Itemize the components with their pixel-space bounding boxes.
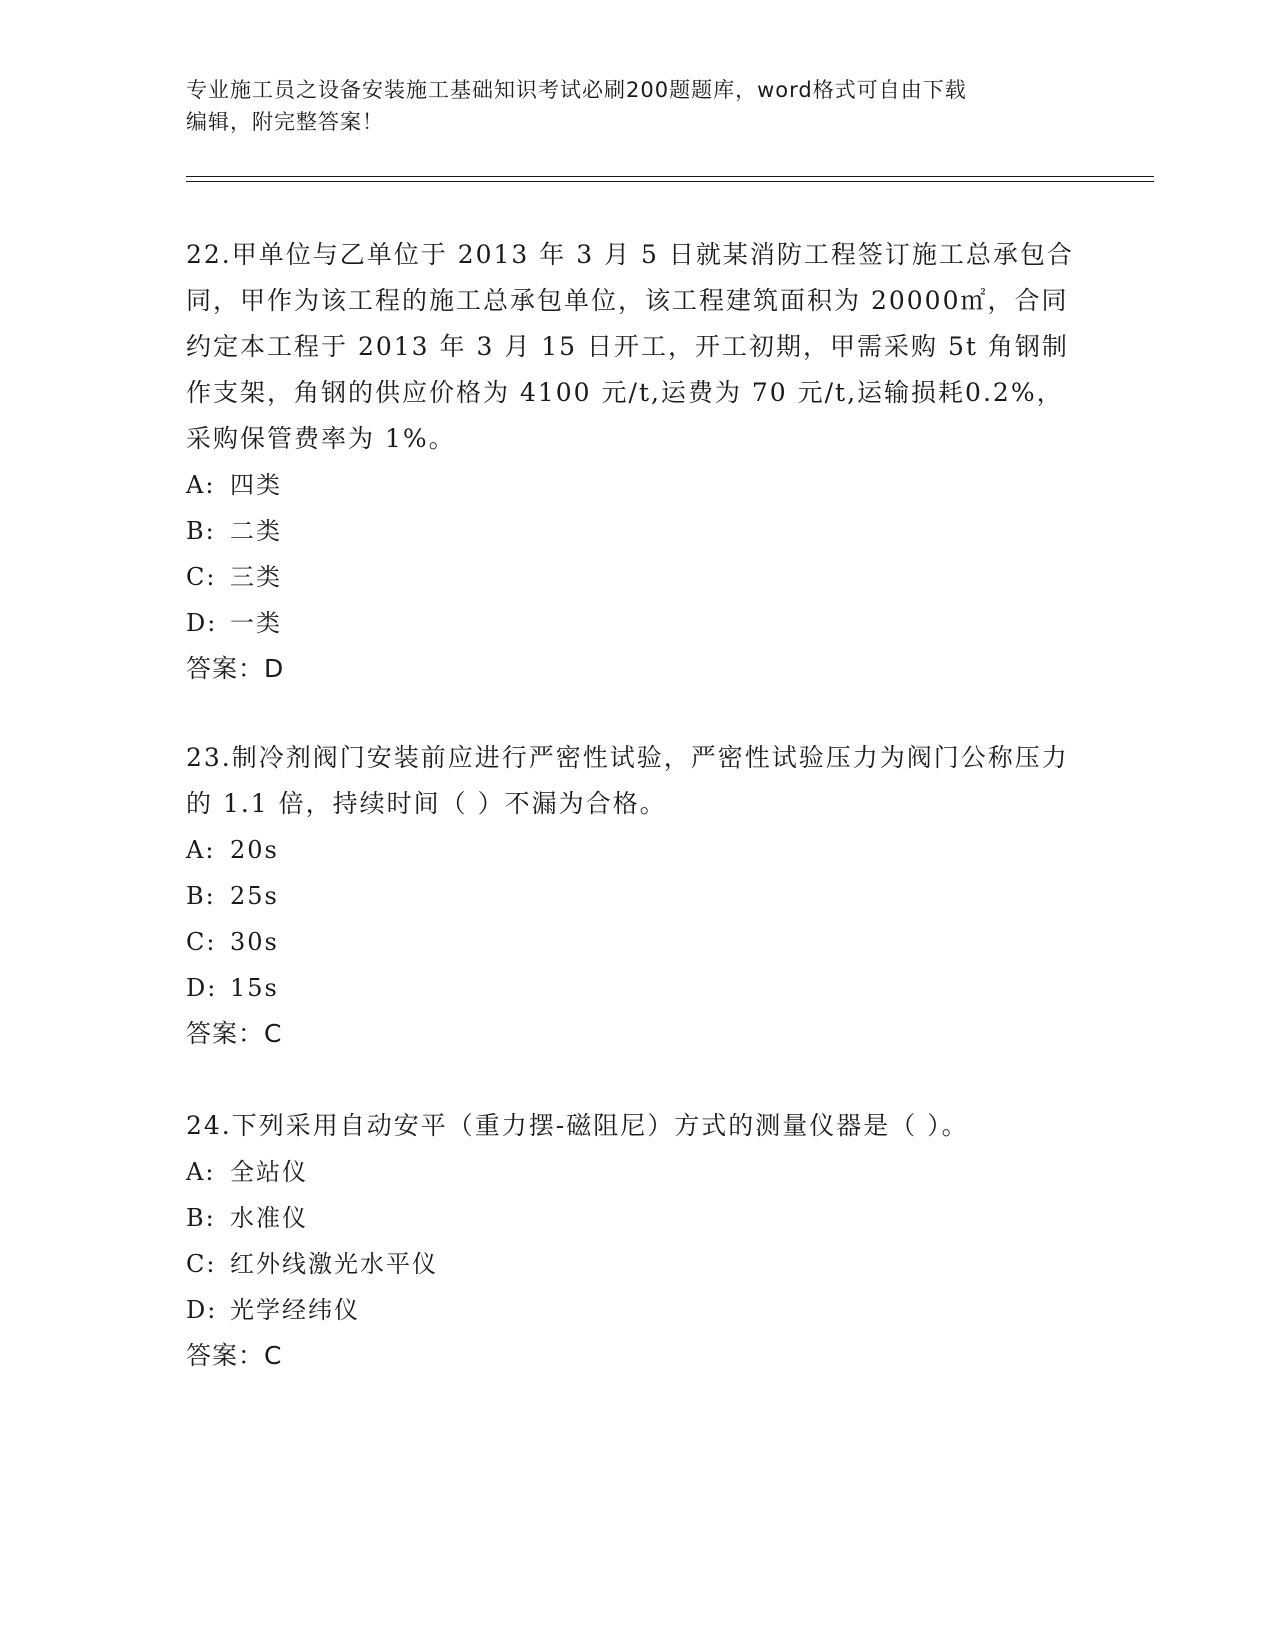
option-key: A:: [186, 471, 216, 499]
option-text: 一类: [230, 609, 282, 637]
option-c: [186, 554, 1086, 600]
option-key: A:: [186, 1158, 216, 1186]
option-b: [186, 1195, 1086, 1241]
question-text: 甲单位与乙单位于 2013 年 3 月 5 日就某消防工程签订施工总承包合同，甲作为该工程的施工总承包单位，该工程建筑面积为 20000㎡，合同约定本工程于 2013 年 3 月 15 日开工，开工初期，甲需采购 5t 角钢制作支架，角钢的供应价格为 4100 元/t,运费为 70 元/t,运输损耗0.2%，采购保管费率为 1%。: [186, 240, 1074, 453]
answer-line: 答案：D: [186, 654, 285, 683]
option-key: D:: [186, 609, 218, 637]
option-text: 三类: [230, 563, 282, 591]
option-key: B:: [186, 1204, 216, 1232]
option-key: B:: [186, 882, 216, 910]
option-b: [186, 508, 1086, 554]
question-text: 制冷剂阀门安装前应进行严密性试验，严密性试验压力为阀门公称压力的 1.1 倍，持续时间（ ）不漏为合格。: [186, 743, 1069, 818]
option-key: C:: [186, 1250, 217, 1278]
option-key: B:: [186, 517, 216, 545]
option-text: 水准仪: [230, 1204, 308, 1232]
question-22: [186, 232, 1086, 692]
option-text: 红外线激光水平仪: [230, 1250, 438, 1278]
option-d: [186, 965, 1086, 1011]
question-24: [186, 1103, 1086, 1379]
option-b: [186, 873, 1086, 919]
option-key: A:: [186, 836, 216, 864]
option-d: [186, 600, 1086, 646]
option-key: D:: [186, 974, 218, 1002]
option-text: 30s: [230, 928, 279, 956]
header-line-1: 专业施工员之设备安装施工基础知识考试必刷200题题库，word格式可自由下载: [186, 78, 967, 102]
question-text: 下列采用自动安平（重力摆-磁阻尼）方式的测量仪器是（ ）。: [231, 1111, 969, 1140]
question-stem: [186, 232, 1086, 462]
question-number: 22.: [186, 240, 232, 269]
option-text: 光学经纬仪: [230, 1296, 360, 1324]
option-text: 二类: [230, 517, 282, 545]
option-text: 25s: [230, 882, 279, 910]
option-text: 20s: [230, 836, 279, 864]
option-key: C:: [186, 928, 217, 956]
option-c: [186, 1241, 1086, 1287]
option-text: 四类: [230, 471, 282, 499]
option-a: [186, 827, 1086, 873]
option-a: [186, 1149, 1086, 1195]
document-header: [186, 74, 1086, 138]
option-key: C:: [186, 563, 217, 591]
option-text: 15s: [230, 974, 279, 1002]
option-key: D:: [186, 1296, 218, 1324]
question-stem: [186, 1103, 1086, 1149]
question-number: 23.: [186, 743, 232, 772]
option-a: [186, 462, 1086, 508]
option-c: [186, 919, 1086, 965]
answer-line: 答案：C: [186, 1019, 283, 1048]
answer-line: 答案：C: [186, 1341, 283, 1370]
question-23: [186, 735, 1086, 1057]
option-d: [186, 1287, 1086, 1333]
question-number: 24.: [186, 1111, 232, 1140]
option-text: 全站仪: [230, 1158, 308, 1186]
header-divider-top: [186, 176, 1154, 177]
header-line-2: 编辑，附完整答案！: [186, 110, 384, 134]
question-stem: [186, 735, 1086, 827]
header-divider-bottom: [186, 181, 1154, 182]
